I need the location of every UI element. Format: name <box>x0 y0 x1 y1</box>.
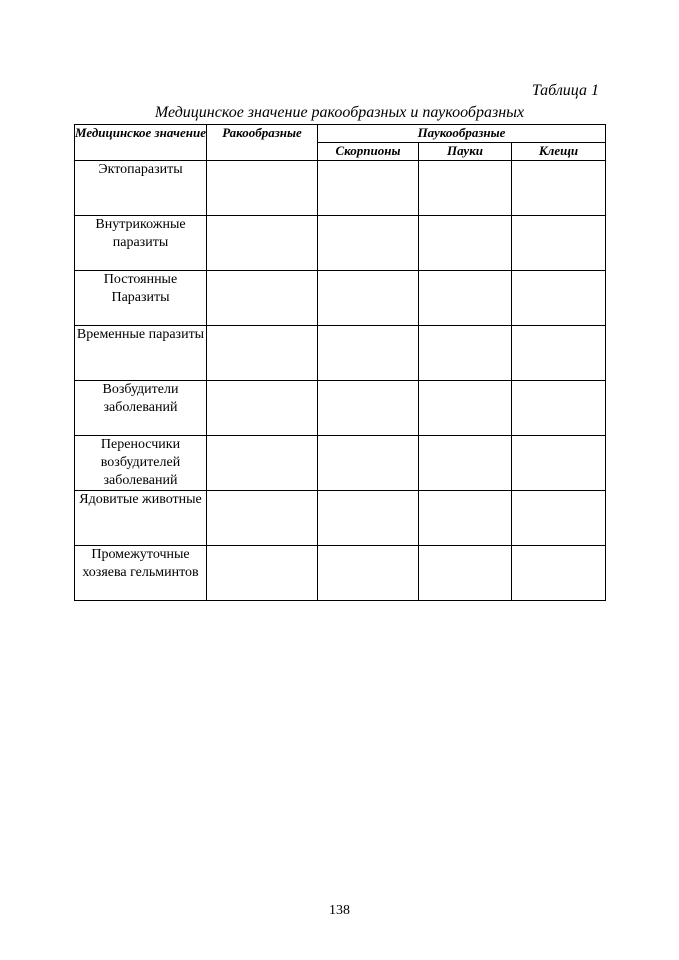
table-cell <box>512 161 606 216</box>
header-arachnids: Паукообразные <box>318 125 606 143</box>
table-cell <box>318 326 419 381</box>
header-scorpions: Скорпионы <box>318 143 419 161</box>
table-cell <box>512 271 606 326</box>
table-cell <box>318 271 419 326</box>
row-label: Внутрикожные паразиты <box>75 216 207 271</box>
row-label: Промежуточные хозяева гельминтов <box>75 546 207 601</box>
table-cell <box>318 546 419 601</box>
table-cell <box>207 326 318 381</box>
table-cell <box>512 381 606 436</box>
table-cell <box>318 381 419 436</box>
table-row <box>75 161 606 216</box>
table-cell <box>512 326 606 381</box>
header-ticks: Клещи <box>512 143 606 161</box>
header-crustaceans: Ракообразные <box>207 125 318 161</box>
table-cell <box>207 491 318 546</box>
table-cell <box>419 161 512 216</box>
table-cell <box>207 381 318 436</box>
table-cell <box>207 546 318 601</box>
row-label: Переносчики возбудителей заболеваний <box>75 436 207 491</box>
table-cell <box>318 161 419 216</box>
table-cell <box>419 436 512 491</box>
table-row <box>75 326 606 381</box>
table-cell <box>512 216 606 271</box>
table-cell <box>512 491 606 546</box>
table-row <box>75 546 606 601</box>
table-title: Медицинское значение ракообразных и паукообразных <box>154 104 525 121</box>
table-cell <box>419 381 512 436</box>
medical-significance-table <box>74 124 606 601</box>
table-row <box>75 216 606 271</box>
table-cell <box>207 436 318 491</box>
header-spiders: Пауки <box>419 143 512 161</box>
table-cell <box>207 161 318 216</box>
row-label: Эктопаразиты <box>75 161 207 216</box>
table-cell <box>318 491 419 546</box>
table-cell <box>419 216 512 271</box>
table-row <box>75 271 606 326</box>
table-cell <box>419 271 512 326</box>
row-label: Временные паразиты <box>75 326 207 381</box>
page-number: 138 <box>329 903 350 918</box>
table-cell <box>318 436 419 491</box>
table-row <box>75 491 606 546</box>
table-cell <box>207 216 318 271</box>
table-cell <box>512 436 606 491</box>
table-row <box>75 381 606 436</box>
header-medical: Медицинское значение <box>75 125 207 161</box>
table-label: Таблица 1 <box>531 82 599 99</box>
row-label: Ядовитые животные <box>75 491 207 546</box>
table-row <box>75 436 606 491</box>
table-cell <box>318 216 419 271</box>
table-cell <box>512 546 606 601</box>
table-cell <box>207 271 318 326</box>
row-label: Постоянные Паразиты <box>75 271 207 326</box>
table-cell <box>419 546 512 601</box>
table-cell <box>419 491 512 546</box>
table-cell <box>419 326 512 381</box>
row-label: Возбудители заболеваний <box>75 381 207 436</box>
